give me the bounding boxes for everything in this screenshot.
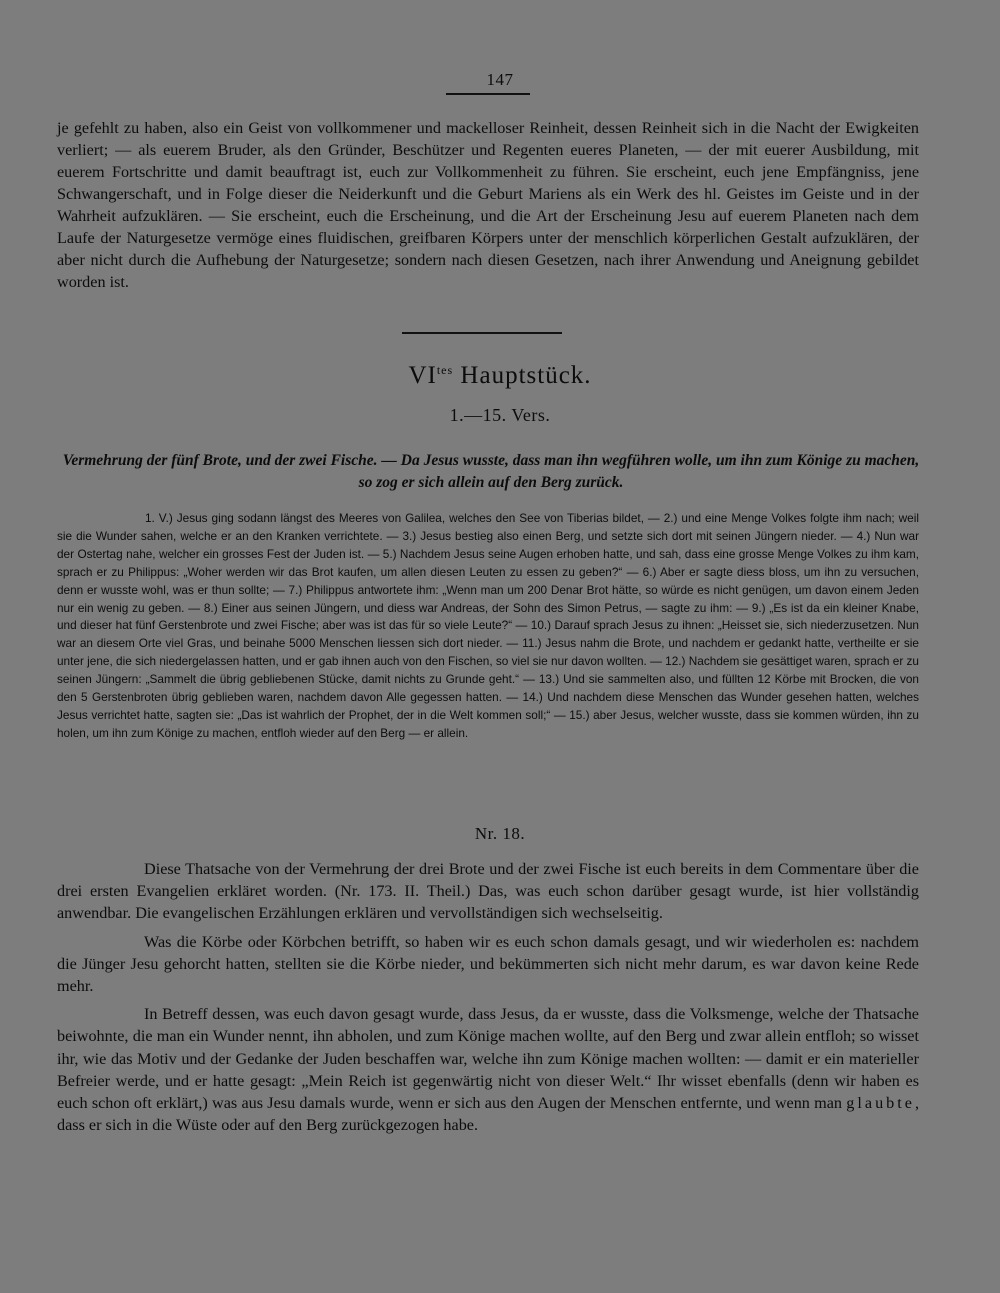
chapter-word: Hauptstück. (453, 362, 592, 389)
number-heading: Nr. 18. (474, 824, 526, 843)
commentary-paragraph-2: Was die Körbe oder Körbchen betrifft, so haben wir es euch schon damals gesagt, und wir wiederholen es: nachdem die Jünger Jesu gehorcht hatten, stellten sie die Körbe nieder, und bekümmerten sich nicht mehr darum, es war davon keine Rede mehr. (57, 932, 919, 996)
gospel-text: 1. V.) Jesus ging sodann längst des Meeres von Galilea, welches den See von Tiberias bildet, — 2.) und eine Menge Volkes folgte ihm nach; weil sie die Wunder sahen, welche er an den Kranken verrichtete. — 3.) Jesus bestieg also einen Berg, und setzte sich dort mit seinen Jüngern nieder. — 4.) Nun war der Ostertag nahe, welcher ein grosses Fest der Juden ist. — 5.) Nachdem Jesus seine Augen erhoben hatte, und sah, dass eine grosse Menge Volkes zu ihm kam, sprach er zu Philippus: „Woher werden wir das Brot kaufen, um allen diesen Leuten zu essen zu geben?“ — 6.) Aber er sagte diess bloss, um ihn zu versuchen, denn er wusste wohl, was er thun sollte; — 7.) Philippus antwortete ihm: „Wenn man um 200 Denar Brot hätte, so würde es nicht genügen, um davon einem Jeden nur ein wenig zu geben. — 8.) Einer aus seinen Jüngern, und diess war Andreas, der Sohn des Simon Petrus, — sagte zu ihm: — 9.) „Es ist da ein kleiner Knabe, und dieser hat fünf Gerstenbrote und zwei Fische; aber was ist das für so viele Leute?“ — 10.) Darauf sprach Jesus zu ihnen: „Heisset sie, sich niederzusetzen. Nun war an diesem Orte viel Gras, und beinahe 5000 Menschen liessen sich dort nieder. — 11.) Jesus nahm die Brote, und nachdem er gedankt hatte, vertheilte er sie unter jene, die sich niedergelassen hatten, und er gab ihnen auch von den Fischen, so viel sie nur davon wollten. — 12.) Nachdem sie gesättiget waren, sprach er zu seinen Jüngern: „Sammelt die übrig gebliebenen Stücke, damit nichts zu Grunde geht.“ — 13.) Und sie sammelten also, und füllten 12 Körbe mit Brocken, die von den 5 Gerstenbroten übrig geblieben waren, nachdem davon Alle gegessen hatten. — 14.) Und nachdem diese Menschen das Wunder gesehen hatten, welches Jesus verrichtet hatte, sagten sie: „Das ist wahrlich der Prophet, der in die Welt kommen soll;“ — 15.) aber Jesus, welcher wusste, dass sie kommen würden, ihn zu holen, um ihn zum Könige zu machen, entfloh wieder auf den Berg — er allein. (57, 511, 919, 740)
verse-range: 1.—15. Vers. (449, 405, 551, 425)
page-number: 147 (486, 70, 514, 89)
page-number-rule (446, 93, 530, 95)
section-divider (402, 332, 562, 334)
commentary-paragraph-3 (57, 1003, 919, 1136)
chapter-ordinal-suffix: tes (436, 363, 454, 377)
commentary-paragraph-1: Diese Thatsache von der Vermehrung der drei Brote und der zwei Fische ist euch bereits in dem Commentare über die drei ersten Evangelien erkläret worden. (Nr. 173. II. Theil.) Das, was euch schon darüber gesagt wurde, ist hier vollständig anwendbar. Die evangelischen Erzählungen erklären und vervollständigen sich wechselseitig. (57, 860, 919, 923)
chapter-summary: Vermehrung der fünf Brote, und der zwei Fische. — Da Jesus wusste, dass man ihn wegführen wolle, um ihn zum Könige zu machen, so zog er sich allein auf den Berg zurück. (62, 452, 920, 491)
chapter-numeral: VI (408, 362, 437, 389)
intro-paragraph: je gefehlt zu haben, also ein Geist von vollkommener und mackelloser Reinheit, dessen Reinheit sich in die Nacht der Ewigkeiten verliert; — als euerem Bruder, als den Gründer, Beschützer und Regenten eueres Planeten, — der mit euerer Ausbildung, mit euerem Fortschritte und damit beauftragt ist, euch zur Vollkommenheit zu führen. Sie erscheint, euch jene Empfängniss, jene Schwangerschaft, und in Folge dieser die Neiderkunft und die Geburt Mariens als ein Werk des hl. Geistes im Geiste und in der Wahrheit aufzuklären. — Sie erscheint, euch die Erscheinung, und die Art der Erscheinung Jesu auf euerem Planeten nach dem Laufe der Naturgesetze vermöge eines fluidischen, greifbaren Körpers unter der menschlich körperlichen Gestalt aufzuklären, der aber nicht durch die Aufhebung der Naturgesetze; sondern nach diesen Gesetzen, nach ihrer Anwendung und Aneignung gebildet worden ist. (57, 119, 919, 291)
spaced-word: glaubte (846, 1094, 915, 1113)
commentary-paragraph-3-start: In Betreff dessen, was euch davon gesagt wurde, dass Jesus, da er wusste, dass die Volksmenge, welche der Thatsache beiwohnte, die man ein Wunder nennt, ihn abholen, und zum Könige machen wollte, auf den Berg und zwar allein entfloh; so wisset ihr, wie das Motiv und der Gedanke der Juden beschaffen war, welche ihn zum Könige machen wollten: — damit er ein materieller Befreier werde, und er hatte gesagt: „Mein Reich ist gegenwärtig nicht von dieser Welt.“ Ihr wisset ebenfalls (denn wir haben es euch schon oft erklärt,) was aus Jesu damals wurde, wenn er sich aus den Augen der Menschen entfernte, und wenn man (57, 1005, 919, 1113)
chapter-title (0, 362, 1000, 390)
commentary (57, 858, 919, 1142)
commentary-paragraph-3-end: , dass er sich in die Wüste oder auf den Berg zurückgezogen habe. (57, 1094, 919, 1135)
